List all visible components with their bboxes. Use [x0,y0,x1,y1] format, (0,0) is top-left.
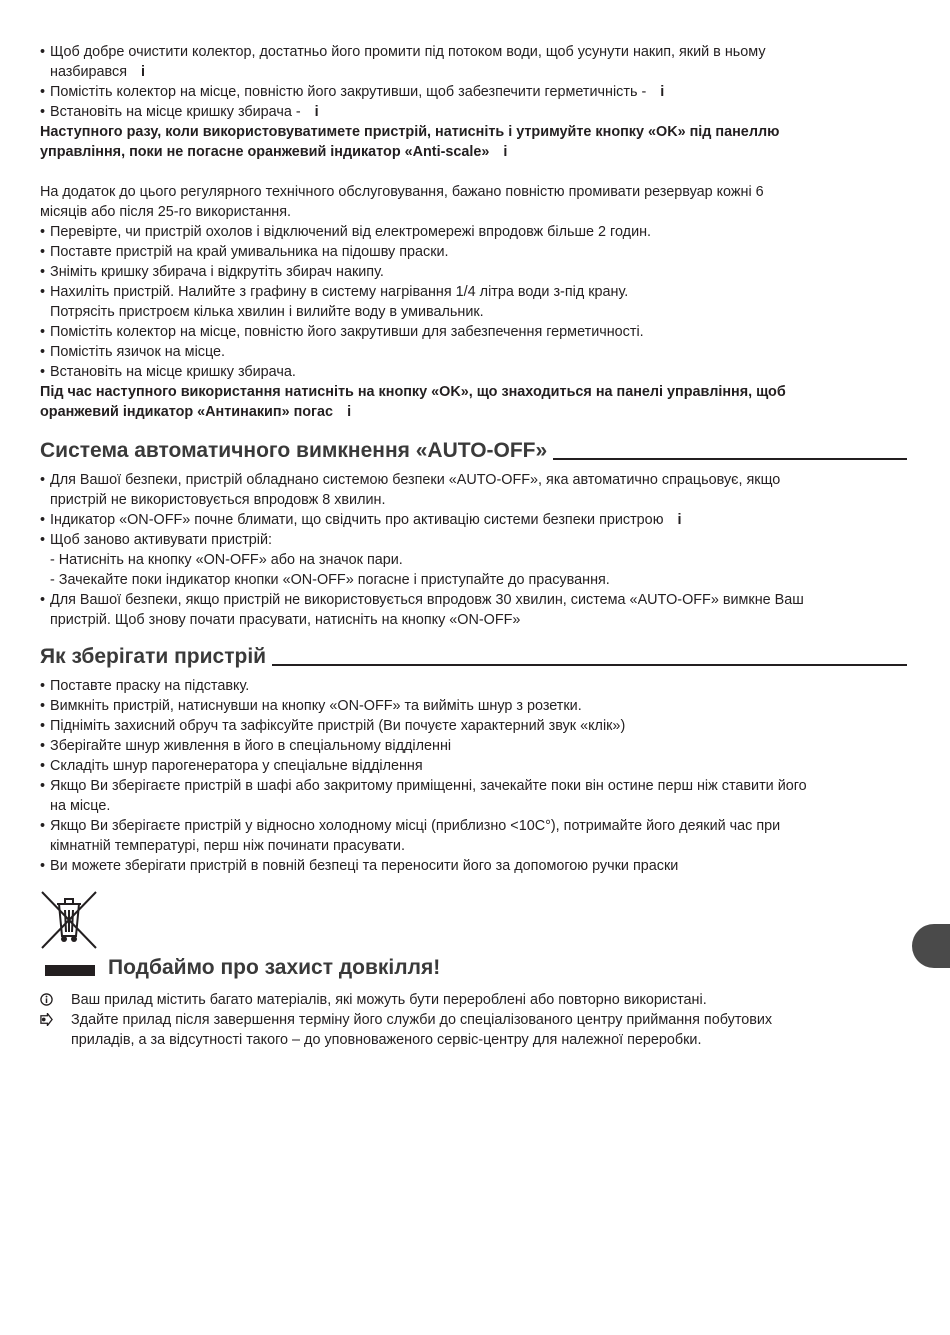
cleaning-steps [40,42,907,122]
bullet-line [40,362,907,382]
line-text: Складіть шнур парогенератора у спеціальне відділення [50,758,423,774]
bullet-line [40,82,907,102]
environment-note-text: Ваш прилад містить багато матеріалів, які можуть бути перероблені або повторно використані. [71,992,707,1008]
illustration-marker: i [347,404,352,420]
reset-instruction-text: управління, поки не погасне оранжевий індикатор «Anti-scale» [40,144,490,160]
reset-instruction-line [40,142,907,162]
illustration-marker: i [140,64,145,80]
bullet-line [40,42,907,62]
bullet-line [40,342,907,362]
line-text: Щоб добре очистити колектор, достатньо його промити під потоком води, щоб усунути накип, який в ньому [50,44,766,60]
section-title: Система автоматичного вимкнення «AUTO-OFF» [40,439,548,462]
continuation-line [40,796,907,816]
bullet-line [40,282,907,302]
bullet-line [40,716,907,736]
line-text: Помістіть колектор на місце, повністю його закрутивши, щоб забезпечити герметичність - [50,84,647,100]
line-text: Поставте пристрій на край умивальника на підошву праски. [50,244,449,260]
environment-note-line: Здайте прилад після завершення терміну його служби до спеціалізованого центру приймання побутових [71,1012,773,1028]
line-text: пристрій не використовується впродовж 8 хвилин. [50,492,386,508]
bullet-line [40,262,907,282]
line-text: - Зачекайте поки індикатор кнопки «ON-OFF» погасне і приступайте до прасування. [50,572,610,588]
antiscale-instruction [40,382,907,422]
antiscale-instruction-line: Під час наступного використання натисніть на кнопку «OK», що знаходиться на панелі управління, щоб [40,384,786,400]
continuation-line [40,62,907,82]
continuation-line [40,302,907,322]
line-text: Для Вашої безпеки, якщо пристрій не використовується впродовж 30 хвилин, система «AUTO-OFF» вимкне Ваш [50,592,804,608]
bullet-line [40,510,907,530]
reset-instruction [40,122,907,162]
reset-instruction-line: Наступного разу, коли використовуватимете пристрій, натисніть і утримуйте кнопку «OK» під панеллю [40,124,780,140]
line-text: кімнатній температурі, перш ніж починати прасувати. [50,838,405,854]
heading-rule [553,458,907,460]
line-text: Ви можете зберігати пристрій в повній безпеці та переносити його за допомогою ручки праски [50,858,679,874]
environment-notes [40,990,907,1050]
maintenance-intro-line: На додаток до цього регулярного технічного обслуговування, бажано повністю промивати резервуар кожні 6 [40,184,764,200]
line-text: Підніміть захисний обруч та зафіксуйте пристрій (Ви почуєте характерний звук «клік») [50,718,626,734]
line-text: Перевірте, чи пристрій охолов і відключений від електромережі впродовж більше 2 годин. [50,224,652,240]
bullet-line [40,470,907,490]
bullet-line [40,242,907,262]
bullet-line [40,816,907,836]
line-text: Зніміть кришку збирача і відкрутіть збирач накипу. [50,264,384,280]
line-text: Помістіть язичок на місце. [50,344,226,360]
line-text: пристрій. Щоб знову почати прасувати, натисніть на кнопку «ON-OFF» [50,612,521,628]
line-text: на місце. [50,798,111,814]
bullet-line [40,676,907,696]
line-text: Потрясіть пристроєм кілька хвилин і вилийте воду в умивальник. [50,304,484,320]
bullet-line [40,756,907,776]
bullet-line [40,856,907,876]
section-heading-storage [40,644,907,670]
line-text: Для Вашої безпеки, пристрій обладнано системою безпеки «AUTO-OFF», яка автоматично спрацьовує, якщо [50,472,781,488]
section-heading-auto-off [40,438,907,464]
line-text: Встановіть на місце кришку збирача. [50,364,296,380]
line-text: - Натисніть на кнопку «ON-OFF» або на значок пари. [50,552,403,568]
illustration-marker: i [660,84,665,100]
arrow-right-icon [40,1013,53,1026]
line-text: назбирався [50,64,127,80]
section-bar [45,965,95,976]
environment-note [40,990,907,1010]
heading-rule [272,664,907,666]
continuation-line [40,836,907,856]
line-text: Встановіть на місце кришку збирача - [50,104,301,120]
page-edge-tab [912,924,950,968]
environment-title: Подбаймо про захист довкілля! [108,956,441,979]
illustration-marker: i [314,104,319,120]
document-body [40,42,907,876]
line-text: Щоб заново активувати пристрій: [50,532,273,548]
bullet-line [40,590,907,610]
line-text: Поставте праску на підставку. [50,678,250,694]
illustration-marker: i [677,512,682,528]
crossed-bin-icon [40,890,98,952]
line-text: Якщо Ви зберігаєте пристрій у відносно холодному місці (приблизно <10C°), потримайте його деякий час при [50,818,781,834]
maintenance-steps [40,222,907,382]
info-circle-icon [40,993,53,1006]
bullet-line [40,530,907,550]
bullet-line [40,222,907,242]
continuation-line [40,570,907,590]
line-text: Індикатор «ON-OFF» почне блимати, що свідчить про активацію системи безпеки пристрою [50,512,664,528]
auto-off-list [40,470,907,630]
bullet-line [40,322,907,342]
environment-note [40,1010,907,1050]
antiscale-instruction-text: оранжевий індикатор «Антинакип» погас [40,404,334,420]
section-title: Як зберігати пристрій [40,645,267,668]
continuation-line [40,610,907,630]
continuation-line [40,490,907,510]
bullet-line [40,696,907,716]
line-text: Зберігайте шнур живлення в його в спеціальному відділенні [50,738,452,754]
line-text: Помістіть колектор на місце, повністю його закрутивши для забезпечення герметичності. [50,324,644,340]
bullet-line [40,776,907,796]
line-text: Вимкніть пристрій, натиснувши на кнопку «ON-OFF» та вийміть шнур з розетки. [50,698,582,714]
illustration-marker: i [503,144,508,160]
storage-list [40,676,907,876]
environment-note-line: приладів, а за відсутності такого – до уповноваженого сервіс-центру для належної переробки. [71,1032,702,1048]
antiscale-instruction-line [40,402,907,422]
line-text: Якщо Ви зберігаєте пристрій в шафі або закритому приміщенні, зачекайте поки він остине перш ніж ставити його [50,778,807,794]
bullet-line [40,102,907,122]
continuation-line [40,550,907,570]
maintenance-intro [40,182,907,222]
line-text: Нахиліть пристрій. Налийте з графину в систему нагрівання 1/4 літра води з-під крану. [50,284,629,300]
maintenance-intro-line: місяців або після 25-го використання. [40,204,292,220]
bullet-line [40,736,907,756]
